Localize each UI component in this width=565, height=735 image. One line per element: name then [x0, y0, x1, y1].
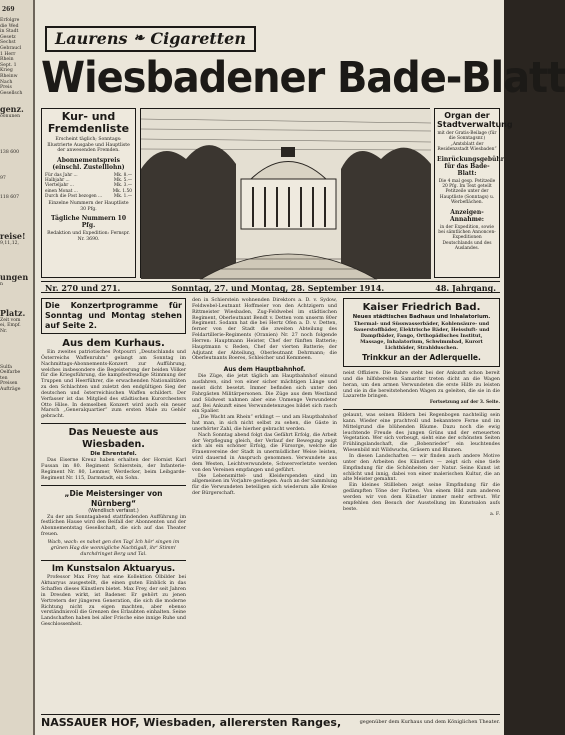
- article-text: den in Schierstein wohnenden Direktors a. D. v. Sydow, Feldwebel-Leutnant Hoffmeier von den Achtzigern und Rittmeister Wiesbaden, Zug-Feldwebel im städtischen Regiment, Oberleutnant Bendt v. Detten vom unserm 80er Regiment. Sodann hat die bei Hertz Ofen a. D. v. Detten, ferner von der Stadt die zweiten Abteilung des Feldartillerie-Regiments (Oranien) Nr. 27 noch folgende Herren: Hauptmann Heister, Chef der fünften Batterie; Hauptmann v. Reden, Chef der vierten Batterie; der Adjutant der Abteilung, Oberleutnant Dehrmann; die Oberleutnants Boeres, Schleicher und Kemmeen.: [192, 298, 337, 362]
- kur-footer: Redaktion und Expedition: Fernspr. Nr. 3690.: [47, 231, 130, 243]
- strip-line: Rheinw: [0, 73, 18, 79]
- strip-line: 9,11,12,: [0, 240, 19, 246]
- price-row: einen Monat ... Mk. 1.50: [45, 188, 132, 194]
- strip-line: Sulfa: [0, 364, 13, 370]
- column-1: [41, 298, 186, 628]
- article-text: Ein kleines Stillleben zeigt seine Empfindung für die gedämpften Töne der Farben. Von einem Bild zum anderen werden wir von dem Künstler immer mehr erfreut. Wir empfehlen den Besuch der Ausstellung im Kunstsalon aufs beste.: [343, 483, 500, 512]
- price-row: Durch die Post bezogen ... Mk. 1.—: [45, 193, 132, 199]
- nassauer-hof-ad: [41, 714, 500, 729]
- kaiser-friedrich-bad-ad: [343, 298, 500, 367]
- article-text: neist Offiziere. Die Bahre steht bei der Ankunft schon bereit und die hilfsbereiten Samariter treten dicht an die Wagen heran, um den armen Verwundeten die erste Hilfe zu leisten und sie in die bereitstehenden Wagen zu geleiten, die sie in die Lazarette bringen.: [343, 371, 500, 400]
- poem-quote: Wach, wach: es nahet gen den Tag! Ich hör' singen im grünen Hag die wonnigliche Nachtigall, ihr' Stimm' durchdringet Berg und Tal.: [47, 539, 180, 557]
- strip-number: 97: [0, 175, 6, 181]
- kaiser-title: Kaiser Friedrich Bad.: [362, 302, 481, 313]
- strip-line: Erfolgre: [0, 18, 20, 23]
- article-text: Das Eiserne Kreuz haben erhalten der Hornist Karl Fussan im 80. Regiment Schierstein, der Infanterie-Regiment Nr. 80, Lemmer, Werdecker, beim Leibgarde-Regiment Nr. 115, Darmstadt, ein Sohn.: [41, 458, 186, 481]
- strip-heading: ungen: [0, 272, 29, 283]
- strip-line: Rhein: [0, 57, 14, 63]
- organ-anzeigen-body: in der Expedition, sowie bei sämtlichen Annoncen-Expeditionen Deutschlands und des Auslandes.: [438, 224, 496, 252]
- column-2: [192, 298, 337, 497]
- strip-line: Oelfarbe: [0, 370, 21, 376]
- kur-fremdenliste-box: [41, 108, 136, 278]
- volume-year: 48. Jahrgang.: [435, 283, 496, 293]
- kaiser-trinkkur: Trinkkur an der Adlerquelle.: [362, 353, 481, 362]
- kurhaus-drawing: [141, 109, 431, 279]
- strip-line: Nach: [0, 79, 13, 85]
- strip-heading: genz.: [0, 104, 24, 115]
- article-text: gelaunt, was seinen Bildern bei Regenbogen nachteilig sein kann. Wieder eine prachtvoll und bekanntere Ferne und im Mittelgrund die blühenden Bäume. Dazu noch die ewig leuchtende Freude des jungen Grüns und der erneuerten Vegetation. Wer sich vorbeugt, sieht eine der schönsten Seiten Frühlingslandschaft, die „Bobenrieder“ ein leuchtendes Wiesenbild mit Wildwuchs, Gräsern und Blumen.: [343, 413, 500, 454]
- kur-intro: Erscheint täglich; Sonntags: Illustrierte Ausgabe und Hauptliste der anwesenden Fremden.: [47, 137, 130, 154]
- strip-number: 118 607: [0, 195, 19, 201]
- concert-notice: Die Konzertprogramme für Sonntag und Montag stehen auf Seite 2.: [41, 298, 186, 334]
- article-text: Die Lebensmittel- und Kleiderspenden sind im allgemeinen im Vorjahre gestiegen. Auch an der Sammlung für die Verwundeten beteiligen sich wiederum alle Kreise der Bürgerschaft.: [192, 473, 338, 497]
- subhead-ehrentafel: Die Ehrentafel.: [90, 451, 137, 458]
- divider: [343, 409, 500, 410]
- laurens-cigaretten-ad: [45, 26, 256, 52]
- headline-meistersinger: „Die Meistersinger von Nürnberg“: [64, 488, 163, 508]
- masthead-title: Wiesbadener Bade-Blatt: [41, 53, 565, 103]
- strip-line: Gebraucl: [0, 45, 22, 51]
- headline-kurhaus: Aus dem Kurhaus.: [62, 338, 165, 349]
- organ-fee-body: Die 4 mal gesp. Petitzeile 20 Pfg. Im Text geteilt Petitzeile unter der Hauptliste (Sonntags) u. Werbeflächen.: [438, 178, 496, 206]
- strip-line: Preis: [0, 85, 12, 91]
- article-text: Zu der am Sonntagabend stattfindenden Aufführung im festlichen Hause wird den Beifall der Abonnenten und der Abonnementstag Gesellschaft, die sich auf das Theater freuen.: [41, 514, 186, 538]
- ad-product: Cigaretten: [150, 29, 246, 48]
- strip-line: Sechst: [0, 40, 16, 46]
- kurhaus-illustration: [140, 108, 430, 278]
- organ-anzeigen-title: Anzeigen-Annahme:: [449, 208, 484, 223]
- strip-line: Sept. 1: [0, 62, 17, 68]
- article-text: In diesen Landschaften — wir finden auch andere Motive unter den Arbeiten des Künstlers — zeigt sich eine tiefe Empfindung für die Schönheiten der Natur. Seine Kunst ist schlicht und innig, dabei von einer malerischen Kultur, die an alte Meister gemahnt.: [343, 453, 500, 483]
- strip-line: in Stadt: [0, 29, 19, 35]
- kur-title: Kur- und Fremdenliste: [47, 110, 130, 135]
- author-signature: a. F.: [489, 512, 500, 518]
- price-row: Vierteljahr ... Mk. 3.—: [45, 183, 132, 189]
- strip-line: ei, Empf.: [0, 323, 21, 329]
- strip-number: 138 600: [0, 149, 19, 155]
- issue-number: Nr. 270 und 271.: [45, 283, 121, 293]
- strip-line: die Wed: [0, 23, 19, 29]
- dateline: [41, 281, 500, 293]
- divider: [41, 423, 186, 424]
- nassauer-hof-title: NASSAUER HOF, Wiesbaden, allerersten Ranges,: [41, 715, 342, 729]
- column-3: [343, 298, 500, 518]
- price-row: Halbjahr ... Mk. 5.—: [45, 178, 132, 184]
- strip-line: Krieg: [0, 68, 13, 74]
- article-text: Professor Max Frey hat eine Kollektion Ölbilder bei Aktuaryus ausgestellt, die einen guten Einblick in das Schaffen dieses Künstlers bietet. Max Frey, der seit Jahren in Dresden wirkt, ist Badener. Er gehört zu jenen Vertretern der jüngeren Generation, die sich die moderne Richtung nicht zu eigen machten, aber ebenso verständnisvoll die Grenzen des Erlaubten einhalten. Seine Landschaften haben bei aller Frische eine innige Ruhe und Geschlossenheit.: [41, 575, 186, 628]
- strip-line: n: [0, 282, 3, 288]
- headline-hauptbahnhof: Aus dem Hauptbahnhof.: [223, 366, 306, 374]
- kur-extra: Einzelne Nummern der Hauptliste 30 Pfg.: [48, 201, 129, 212]
- strip-line: Aufträge: [0, 387, 21, 393]
- strip-line: Nr.: [0, 329, 8, 335]
- continuation-note: Fortsetzung auf der 3. Seite.: [429, 400, 500, 406]
- strip-heading: Platz.: [0, 307, 26, 318]
- abo-price-list: [45, 173, 132, 199]
- organ-der-stadtverwaltung-box: [434, 108, 513, 278]
- ornament-icon: ❧: [133, 31, 145, 46]
- adjacent-page-number: 269: [2, 6, 15, 13]
- headline-neueste: Das Neueste aus Wiesbaden.: [68, 427, 159, 451]
- organ-sub: mit der Gratis-Beilage (für die Sonntagsnr.) „Amtsblatt der Residenzstadt Wiesbaden“: [437, 131, 497, 153]
- divider: [41, 485, 186, 486]
- issue-date: Sonntag, 27. und Montag, 28. September 1914.: [171, 283, 385, 293]
- adjacent-page-strip: [0, 0, 35, 735]
- divider: [41, 560, 186, 561]
- strip-line: Zeit vom: [0, 317, 21, 323]
- ad-brand: Laurens: [55, 29, 128, 48]
- strip-line: Preisen: [0, 381, 18, 387]
- strip-heading: reise!: [0, 230, 26, 241]
- strip-line: 1 Herr: [0, 51, 16, 57]
- subhead-meistersinger: (Wendlisch verfasst.): [88, 508, 139, 514]
- strip-line: oonunen: [0, 114, 21, 120]
- header-row: [37, 108, 513, 278]
- price-row: Für das Jahr ... Mk. 8.—: [45, 172, 132, 178]
- article-text: „Die Wacht am Rhein“ erklingt — und am Hauptbahnhof hat man, in sich nicht selbst zu sehen, die Gäste in unerhörter Zahl, die hierher gebracht werden.: [192, 415, 337, 432]
- abo-title: Abonnementspreis (einschl. Zustelllohn): [52, 156, 125, 171]
- article-text: Die Züge, die jetzt täglich am Hauptbahnhof einund ausfahren, sind von einer sicher mächtigen Länge und meist dicht besetzt. Immer befinden sich unter den Fahrgästen Militärpersonen. Die Züge aus dem Westland und Südwest nahmen aber eine Unmenge Verwundeter auf. Bei Ankunft eines Verwundetenzuges bildet sich rasch ein Spalier.: [192, 374, 337, 415]
- front-page: [37, 26, 565, 729]
- strip-line: ten: [0, 375, 8, 381]
- nassauer-hof-location: gegenüber dem Kurhaus und dem Königlichen Theater.: [359, 719, 500, 725]
- strip-line: Gesetz: [0, 34, 16, 40]
- kaiser-sub: Neues städtisches Badhaus und Inhalatorium.: [352, 314, 491, 320]
- kaiser-body: Thermal- und Süsswasserbäder, Kohlensäure- und Sauerstoffbäder, Elektrische Bäder, Heissluft- und Dampfbäder, Fango, Orthopädisches Institut, Massage, Inhalatorium, Schwimmbad, Kurort Lichtbäder, Strahlduschen.: [353, 321, 490, 351]
- headline-kunstsalon: Im Kunstsalon Aktuaryus.: [51, 564, 176, 575]
- organ-title: Organ der Stadtverwaltung: [437, 111, 513, 129]
- article-text: Ein zweites patriotisches Potpourri „Deutschlands und Österreichs Waffenruhm“ gelangt am Sonntag im Nachmittags-Abonnements-Konzert zur Aufführung, welches insbesondere die Begeisterung der beiden Völker für die Kriegsführung, die kampfesfreudige Stimmung der Truppen und Heerführer, die erwachenden Nationalitäten zu den Schlachten und zuletzt den endgültigen Sieg der deutschen und österreichischen Waffen schildert. Der Verfasser ist das Mitglied des städtischen Kurorchesters Otto Hilse. In demselben Konzert wird auch ein neuer Marsch „Generalquartier“ zum ersten Male zu Gehör gebracht.: [41, 350, 186, 420]
- kur-daily: Tägliche Nummern 10 Pfg.: [50, 215, 127, 230]
- strip-line: Gesellsch: [0, 90, 23, 96]
- organ-fee-title: Einrückungsgebühr für das Bade-Blatt:: [437, 155, 504, 177]
- article-text: Nach Sonntag abend folgt das Gefährt Erfolg, die Arbeit der Verpflegung gleich, der Verlauf der Bewegung zeigt sich als ein schöner Erfolg, die Fürsorge, welche die Frauenvereine der Stadt in unermüdlicher Weise leisten, wird dauernd in Anspruch genommen. Verwundete aus dem Westen, Leichtverwundete, Schwerverletzte werden von den Vereinen empfangen und geführt.: [192, 432, 337, 473]
